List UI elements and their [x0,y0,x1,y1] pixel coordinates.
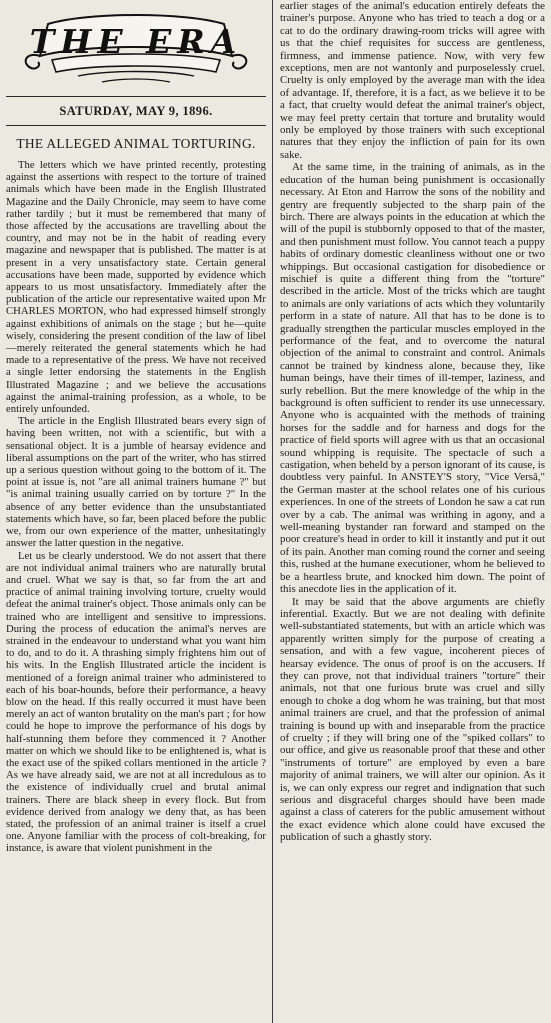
dateline: SATURDAY, MAY 9, 1896. [59,104,213,118]
masthead-title: THE ERA [29,22,243,61]
paragraph: Let us be clearly understood. We do not assert that there are not individual animal trainers who are naturally brutal and cruel. What we say is that, so far from the art and practice of animal training involving torture, cruelty would defeat the animal trainer's object. Those animals only can be trained who are intelligent and sensitive to impressions. During the process of education the animal's nerves are strained in the endeavour to understand what you want him to do, and to do it. A thrashing simply frightens him out of his wits. In the English Illustrated article the incident is mentioned of a foreign animal trainer who administered to each of his boar-hounds, before their performance, a heavy blow on the head. If this really occurred it must have been merely an act of wanton brutality on the man's part ; for how could he hope to improve the performance of his dogs by half-stunning them before they commenced it ? Another matter on which we should like to be enlightened is, what is the exact use of the spiked collars mentioned in the article ? As we have already said, we are not at all incredulous as to the existence of individually cruel and brutal animal trainers. There are black sheep in every flock. But from evidence derived from analogy we deny that, as has been stated, the profession of an animal trainer is itself a cruel one. Anyone familiar with the process of colt-breaking, for instance, is aware that violent punishment in the [6,549,266,855]
paragraph: It may be said that the above arguments are chiefly inferential. Exactly. But we are not dealing with definite well-substantiated statements, but with an article which was apparently written simply for the purpose of creating a sensation, and with a few vague, incoherent pieces of hearsay evidence. The onus of proof is on the accusers. If they can prove, not that individual trainers "torture" their animals, not that one furious brute was cruel and silly enough to choke a dog whom he was training, but that most animal trainers are cruel, and that the profession of animal training is bound up with and inseparable from the practice of cruelty ; if they will bring one of the "spiked collars" to our office, and give us reasonable proof that these and other "instruments of torture" are employed by even a bare majority of animal trainers, we will alter our opinion. As it is, we can only express our regret and indignation that such serious and disgraceful charges should have been made against a class of caterers for the public amusement without the exact evidence which alone could have excused the publication of such a ghastly story. [280,595,545,844]
paragraph: At the same time, in the training of animals, as in the education of the human being punishment is occasionally necessary. At Eton and Harrow the sons of the nobility and gentry are frequently subjected to the sharp pain of the birch. There are always points in the education at which the will of the pupil is stubbornly opposed to that of the master, and then punishment must follow. You cannot teach a puppy habits of ordinary domestic cleanliness without one or two whippings. But occasional castigation for disobedience or mischief is quite a different thing from the "torture" described in the article. Most of the tricks which are taught to animals are only variations of acts which they voluntarily perform in a state of nature. All that has to be done is to gradually strengthen the particular muscles employed in the performance of the feat, and to overcome the natural objection of the animal to constraint and control. Animals cannot be trained by kindness alone, because they, like human beings, have their times of ill-temper, laziness, and surly rebellion. But the mere knowledge of the whip in the background is often sufficient to render its use unnecessary. Anyone who is acquainted with the methods of training horses for the saddle and for harness and dogs for the practice of field sports will agree with us that an occasional sound whipping is requisite. The spectacle of such a castigation, when beheld by a person ignorant of its cause, is doubtless very painful. In ANSTEY'S story, "Vice Versâ," the German master at the school relates one of his curious experiences. In one of the streets of London he saw a cat run over by a cab. The animal was writhing in agony, and a well-meaning bystander ran forward and stamped on the poor creature's head in order to kill it instantly and put it out of its pain. Another man coming round the corner and seeing this, rushed at the humane executioner, whom he believed to be a heartless brute, and knocked him down. The point of this anecdote lies in the application of it. [280,161,545,596]
divider [6,96,266,97]
paragraph: The letters which we have printed recently, protesting against the assertions with respect to the torture of trained animals which have been made in the English Illustrated Magazine and the Daily Chronicle, may seem to have come rather tardily ; but it must be remembered that many of those affected by the accusations are travelling about the country, and may not be in the habit of reading every magazine and newspaper that is published. The matter is at present in a very unsatisfactory state. Certain general accusations have been made, supported by evidence which appears to us most unsatisfactory. Immediately after the publication of the article our representative waited upon Mr CHARLES MORTON, who had expressed himself strongly against exhibitions of animals on the stage ; but he—quite wisely, considering the present condition of the law of libel—merely reiterated the general statements which he had made to a representative of the press. We have not received a single letter endorsing the statements in the English Illustrated Magazine ; and we believe the accusations against the animal-training profession, as a whole, to be entirely unfounded. [6,159,266,416]
divider [6,125,266,126]
column-divider [272,0,273,1023]
left-column [4,0,268,1023]
right-column [278,0,547,1023]
masthead [4,0,268,96]
headline: THE ALLEGED ANIMAL TORTURING. [16,136,256,151]
paragraph: The article in the English Illustrated bears every sign of having been written, not with a scientific, but with a sensational object. It is a jumble of hearsay evidence and liberal assumptions on the part of the writer, who has stirred up a serious question without going to the bottom of it. The point at issue is, not "are all animal trainers humane ?" but "is animal training usually carried on by torture ?" In the absence of any better evidence than the unsubstantiated statements which have, so far, been placed before the public we, from our own experience of the matter, unhesitatingly answer the latter question in the negative. [6,415,266,550]
paragraph: earlier stages of the animal's education entirely defeats the trainer's purpose. Anyone who has tried to teach a dog or a cat to do the ordinary drawing-room tricks will agree with us that the chief requisites for success are gentleness, firmness, and immense patience. Now, with very few exceptions, men are not wantonly and purposelessly cruel. Cruelty is only employed by the average man with the idea of advantage. If, therefore, it is a fact, as we believe it to be a fact, that cruelty would defeat the animal trainer's object, we may feel pretty certain that torture and brutality would only be employed by those trainers with such exceptional natures that they enjoy the infliction of pain for its own sake. [280,0,545,161]
